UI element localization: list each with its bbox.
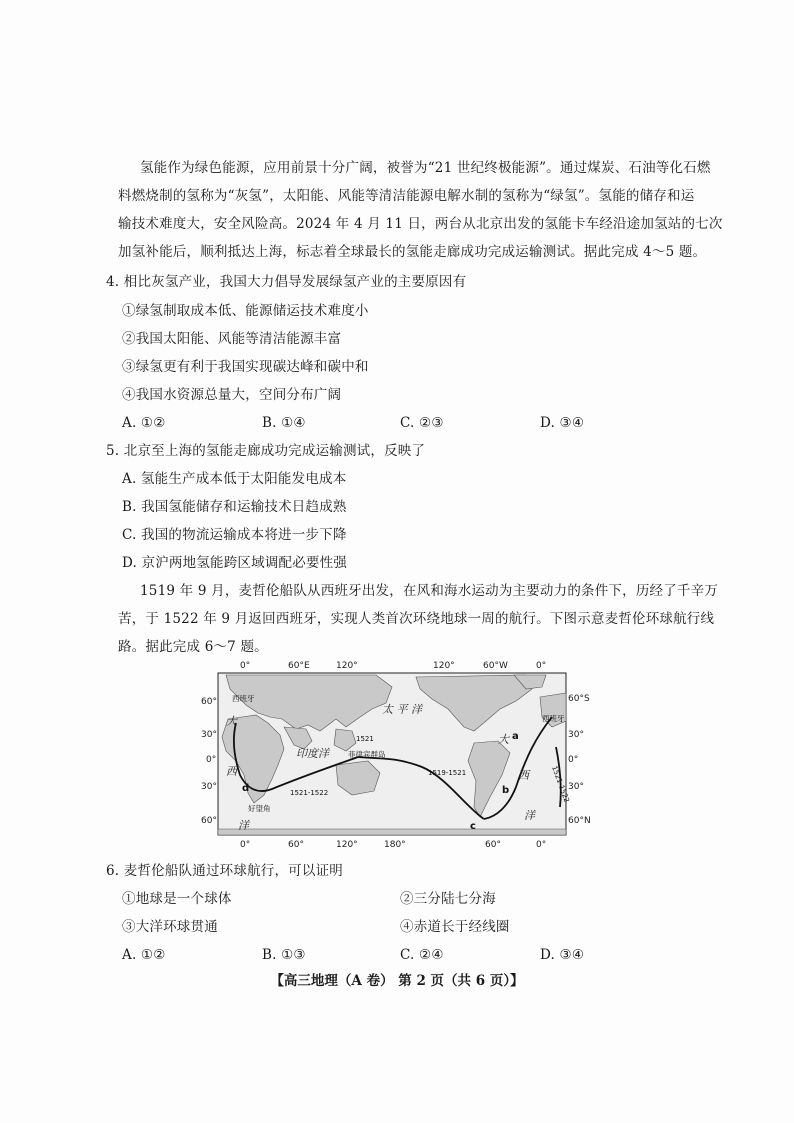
right-label-1: 60°S	[568, 694, 590, 704]
point-c: c	[470, 821, 476, 832]
atl-left-1: 大	[226, 715, 237, 728]
q4-choice-c[interactable]: C. ②③	[400, 415, 444, 431]
route-1521-label: 1521	[356, 735, 374, 743]
atl-right-2: 西	[518, 769, 529, 782]
route-1521-1522-right-label: 1521-1522	[550, 764, 571, 804]
intro-line-1: 氢能作为绿色能源，应用前景十分广阔，被誉为“21 世纪终极能源”。通过煤炭、石油等化石燃	[140, 160, 711, 176]
left-label-2: 30°	[201, 730, 217, 740]
atl-right-3: 洋	[524, 809, 535, 822]
q4-choice-a[interactable]: A. ①②	[122, 415, 166, 431]
q5-stem: 5. 北京至上海的氢能走廊成功完成运输测试，反映了	[106, 443, 426, 459]
q6-choice-d[interactable]: D. ③④	[540, 947, 585, 963]
q6-item-4: ④赤道长于经线圈	[400, 919, 510, 935]
intro2-line-2: 苦，于 1522 年 9 月返回西班牙，实现人类首次环绕地球一周的航行。下图示意麦哲伦环球航行线	[118, 611, 715, 627]
q6-item-1: ①地球是一个球体	[122, 891, 232, 907]
bottom-label-4: 180°	[384, 840, 406, 850]
q4-choice-b[interactable]: B. ①④	[262, 415, 306, 431]
right-label-5: 60°N	[568, 816, 591, 826]
left-label-5: 60°	[201, 816, 217, 826]
point-d: d	[242, 783, 250, 794]
philippines-label: 菲律宾群岛	[348, 750, 386, 759]
q6-item-2: ②三分陆七分海	[400, 891, 496, 907]
top-label-1: 0°	[240, 661, 251, 671]
top-label-6: 0°	[536, 661, 547, 671]
q5-option-b[interactable]: B. 我国氢能储存和运输技术日趋成熟	[122, 499, 347, 515]
q4-item-3: ③绿氢更有利于我国实现碳达峰和碳中和	[122, 359, 369, 375]
spain-left-label: 西班牙	[232, 694, 255, 703]
q4-item-4: ④我国水资源总量大，空间分布广阔	[122, 387, 342, 403]
route-1521-1522-label: 1521-1522	[290, 789, 329, 797]
route-1519-1521-label: 1519-1521	[428, 769, 467, 777]
right-label-3: 0°	[568, 755, 579, 765]
bottom-label-1: 0°	[240, 840, 251, 850]
indian-label: 印度洋	[296, 747, 329, 760]
intro-line-4: 加氢补能后，顺利抵达上海，标志着全球最长的氢能走廊成功完成运输测试。据此完成 4～5 题。	[118, 244, 707, 260]
bottom-label-5: 60°	[485, 840, 501, 850]
spain-right-label: 西班牙	[542, 714, 565, 723]
right-label-4: 30°	[568, 782, 584, 792]
q4-choice-d[interactable]: D. ③④	[540, 415, 585, 431]
q6-choice-a[interactable]: A. ①②	[122, 947, 166, 963]
cape-label: 好望角	[248, 804, 271, 813]
q6-item-3: ③大洋环球贯通	[122, 919, 218, 935]
left-label-4: 30°	[201, 782, 217, 792]
atl-left-2: 西	[226, 765, 237, 778]
bottom-label-2: 60°	[288, 840, 304, 850]
top-label-5: 60°W	[483, 661, 508, 671]
q5-option-c[interactable]: C. 我国的物流运输成本将进一步下降	[122, 527, 347, 543]
q4-stem: 4. 相比灰氢产业，我国大力倡导发展绿氢产业的主要原因有	[106, 274, 467, 290]
q6-choice-c[interactable]: C. ②④	[400, 947, 444, 963]
point-a: a	[512, 731, 519, 742]
magellan-route-map	[196, 657, 596, 857]
map-svg	[196, 657, 596, 857]
q4-item-2: ②我国太阳能、风能等清洁能源丰富	[122, 331, 342, 347]
q5-option-d[interactable]: D. 京沪两地氢能跨区域调配必要性强	[122, 555, 348, 571]
bottom-label-6: 0°	[536, 840, 547, 850]
atl-left-3: 洋	[238, 819, 249, 832]
q6-stem: 6. 麦哲伦船队通过环球航行，可以证明	[106, 863, 343, 879]
top-label-2: 60°E	[288, 661, 310, 671]
q4-item-1: ①绿氢制取成本低、能源储运技术难度小	[122, 303, 369, 319]
q5-option-a[interactable]: A. 氢能生产成本低于太阳能发电成本	[122, 471, 347, 487]
right-label-2: 30°	[568, 730, 584, 740]
bottom-label-3: 120°	[336, 840, 358, 850]
atl-right-1: 大	[498, 733, 509, 746]
intro-line-3: 输技术难度大，安全风险高。2024 年 4 月 11 日，两台从北京出发的氢能卡车经沿途加氢站的七次	[118, 216, 723, 232]
top-label-4: 120°	[433, 661, 455, 671]
intro2-line-1: 1519 年 9 月，麦哲伦船队从西班牙出发，在风和海水运动为主要动力的条件下，历经了千辛万	[140, 583, 719, 599]
intro2-line-3: 路。据此完成 6～7 题。	[118, 639, 268, 655]
q6-choice-b[interactable]: B. ①③	[262, 947, 306, 963]
top-label-3: 120°	[336, 661, 358, 671]
page-footer: 【高三地理（A 卷） 第 2 页（共 6 页）】	[270, 973, 524, 989]
intro-line-2: 料燃烧制的氢称为“灰氢”，太阳能、风能等清洁能源电解水制的氢称为“绿氢”。氢能的储存和运	[118, 188, 695, 204]
left-label-3: 0°	[206, 755, 217, 765]
point-b: b	[502, 785, 510, 796]
left-label-1: 60°	[201, 697, 217, 707]
pacific-label: 太 平 洋	[382, 703, 422, 716]
